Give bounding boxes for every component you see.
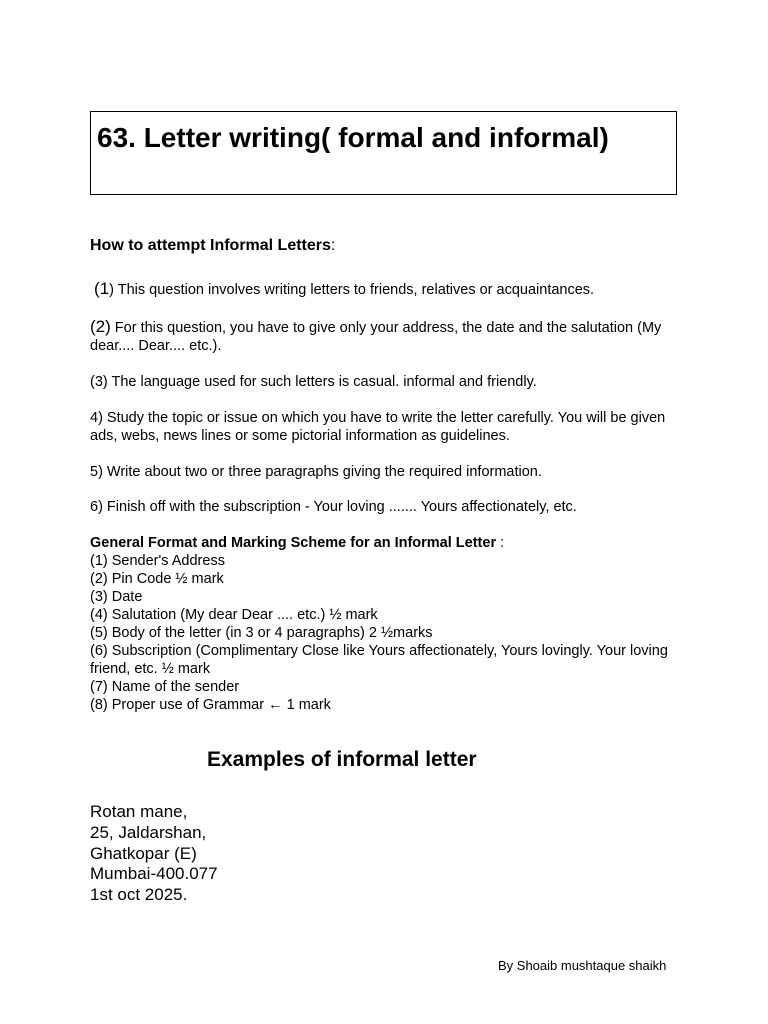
step-1 [90,280,680,299]
format-item: (1) Sender's Address [90,553,225,569]
format-heading [90,534,680,552]
step-4: 4) Study the topic or issue on which you have to write the letter carefully. You will be given ads, webs, news lines or some pictorial information as guidelines. [90,410,666,444]
informal-heading-bold: How to attempt Informal Letters [90,237,331,254]
author-footer: By Shoaib mushtaque shaikh [498,958,667,973]
format-item: (3) Date [90,589,143,605]
informal-letters-heading [90,236,680,256]
format-item: (5) Body of the letter (in 3 or 4 paragraphs) 2 ½marks [90,625,433,641]
format-section [90,534,680,714]
format-heading-bold: General Format and Marking Scheme for an Informal Letter [90,535,497,551]
format-item: (2) Pin Code ½ mark [90,571,224,587]
step-1-text: ) This question involves writing letters to friends, relatives or acquaintances. [109,282,595,298]
address-line: 25, Jaldarshan, [90,822,207,842]
address-line: Rotan mane, [90,802,188,821]
document-title: 63. Letter writing( formal and informal) [97,122,609,153]
step-6: 6) Finish off with the subscription - Your loving ....... Yours affectionately, etc. [90,499,577,515]
format-item: (7) Name of the sender [90,679,240,695]
letter-date: 1st oct 2025. [90,885,188,905]
step-2-text: For this question, you have to give only your address, the date and the salutation (My dear.... Dear.... etc.). [90,320,662,354]
title-box [90,111,677,195]
informal-heading-suffix: : [330,237,336,254]
step-1-number: (1 [94,279,110,298]
sender-address [90,802,218,906]
format-item: (4) Salutation (My dear Dear .... etc.) ½ mark [90,607,378,623]
examples-heading: Examples of informal letter [207,748,477,771]
step-2 [90,318,680,355]
address-line: Ghatkopar (E) [90,843,197,863]
step-3: (3) The language used for such letters is casual. informal and friendly. [90,374,537,390]
format-item: (6) Subscription (Complimentary Close like Yours affectionately, Yours lovingly. Your loving friend, etc. ½ mark [90,643,668,677]
format-item: (8) Proper use of Grammar ← 1 mark [90,697,331,713]
address-line: Mumbai-400.077 [90,864,218,884]
format-heading-suffix: : [496,535,505,551]
step-5: 5) Write about two or three paragraphs giving the required information. [90,464,542,480]
step-2-number: (2) [90,317,111,336]
